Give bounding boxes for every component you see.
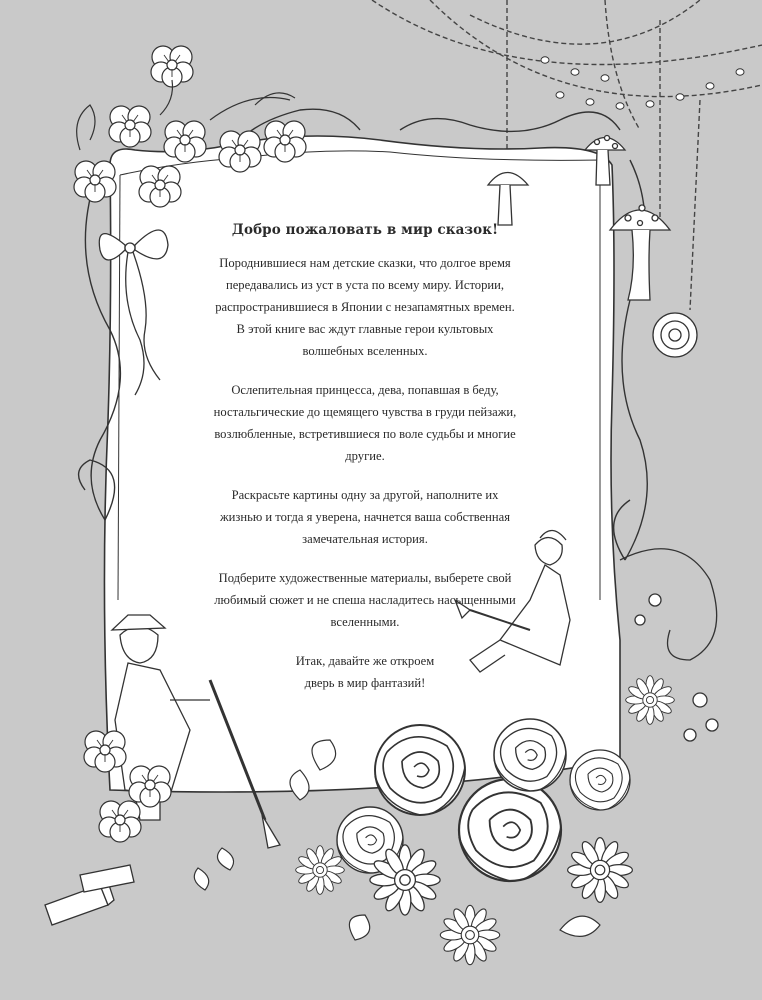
paragraph-line: любимый сюжет и не спеша насладитесь насыщенными	[214, 593, 516, 607]
paragraph-line: Раскрасьте картины одну за другой, наполните их	[231, 488, 499, 502]
paragraph-line: дверь в мир фантазий!	[304, 676, 426, 690]
paragraph-line: волшебных вселенных.	[302, 344, 428, 358]
paragraph-line: замечательная история.	[302, 532, 428, 546]
paragraph-line: передавались из уст в уста по всему миру. Истории,	[225, 278, 505, 292]
paragraph-line: ностальгические до щемящего чувства в груди пейзажи,	[213, 405, 517, 419]
paragraph-line: вселенными.	[330, 615, 400, 629]
paragraph	[165, 567, 565, 633]
paragraph-line: жизнью и тогда я уверена, начнется ваша собственная	[219, 510, 511, 524]
hanging-flower	[653, 313, 697, 357]
paragraph-line: возлюбленные, встретившиеся по воле судьбы и многие	[214, 427, 516, 441]
paragraph	[165, 252, 565, 362]
paint-tubes	[45, 865, 134, 925]
paragraph	[165, 650, 565, 694]
paragraph-line: Итак, давайте же откроем	[295, 654, 435, 668]
paragraph-line: Породнившиеся нам детские сказки, что долгое время	[219, 256, 511, 270]
bead-decorations	[541, 57, 744, 109]
paragraph-line: Подберите художественные материалы, выберете свой	[218, 571, 512, 585]
paragraph-line: Ослепительная принцесса, дева, попавшая в беду,	[231, 383, 499, 397]
paragraph	[165, 379, 565, 467]
paragraph	[165, 484, 565, 550]
paragraph-line: распространившиеся в Японии с незапамятных времен.	[215, 300, 515, 314]
page-title: Добро пожаловать в мир сказок!	[231, 222, 499, 238]
welcome-text-block	[165, 222, 565, 711]
paragraph-line: другие.	[345, 449, 385, 463]
paragraph-line: В этой книге вас ждут главные герои культовых	[236, 322, 494, 336]
